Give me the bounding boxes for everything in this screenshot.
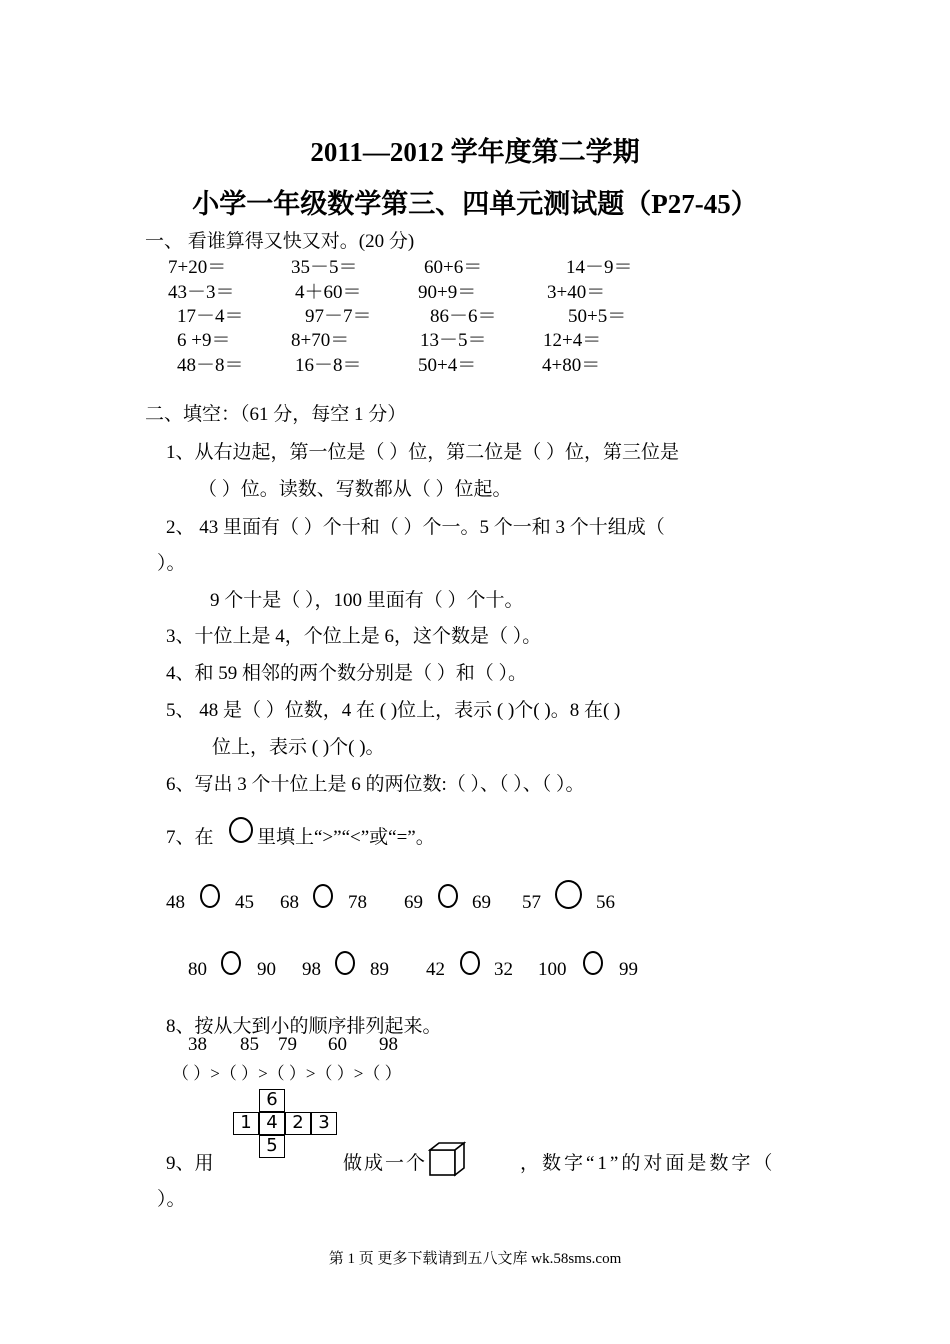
title-line-1: 2011—2012 学年度第二学期 xyxy=(310,137,640,167)
title-line-2: 小学一年级数学第三、四单元测试题（P27-45） xyxy=(192,189,758,219)
compare-right: 78 xyxy=(348,892,367,913)
order-number: 85 xyxy=(240,1034,259,1055)
problem: 17－4＝ xyxy=(177,306,244,327)
net-cell: 4 xyxy=(259,1112,285,1135)
net-cell: 5 xyxy=(259,1135,285,1158)
compare-right: 90 xyxy=(257,959,276,980)
compare-right: 69 xyxy=(472,892,491,913)
problem: 50+4＝ xyxy=(418,355,477,376)
question-5-line-2: 位上，表示 ( )个( )。 xyxy=(212,737,385,758)
compare-right: 45 xyxy=(235,892,254,913)
problem: 13－5＝ xyxy=(420,330,487,351)
compare-left: 42 xyxy=(426,959,445,980)
compare-circle[interactable] xyxy=(221,951,241,975)
compare-right: 99 xyxy=(619,959,638,980)
order-blanks: （ ）>（ ）>（ ）>（ ）>（ ） xyxy=(172,1064,402,1083)
problem: 14－9＝ xyxy=(566,257,633,278)
question-4: 4、和 59 相邻的两个数分别是（ ）和（ ）。 xyxy=(166,663,528,684)
net-cell: 2 xyxy=(285,1112,311,1135)
problem: 97－7＝ xyxy=(305,306,372,327)
problem: 43－3＝ xyxy=(168,282,235,303)
cube-icon xyxy=(428,1141,466,1177)
compare-right: 56 xyxy=(596,892,615,913)
compare-left: 80 xyxy=(188,959,207,980)
problem: 48－8＝ xyxy=(177,355,244,376)
problem: 60+6＝ xyxy=(424,257,483,278)
problem: 4＋60＝ xyxy=(295,282,362,303)
order-number: 60 xyxy=(328,1034,347,1055)
compare-right: 32 xyxy=(494,959,513,980)
compare-circle[interactable] xyxy=(200,884,220,908)
compare-right: 89 xyxy=(370,959,389,980)
net-cell: 3 xyxy=(311,1112,337,1135)
compare-circle[interactable] xyxy=(583,951,603,975)
question-9-mid: 做成一个 xyxy=(343,1153,428,1174)
section-1-heading: 一、 看谁算得又快又对。(20 分) xyxy=(145,231,415,252)
order-number: 98 xyxy=(379,1034,398,1055)
problem: 86－6＝ xyxy=(430,306,497,327)
question-9-prefix: 9、用 xyxy=(166,1153,214,1174)
section-2-heading: 二、填空：（61 分，每空 1 分） xyxy=(145,404,407,425)
problem: 4+80＝ xyxy=(542,355,601,376)
question-6: 6、写出 3 个十位上是 6 的两位数:（ ）、（ ）、（ ）。 xyxy=(166,774,585,795)
question-2-line-2: ）。 xyxy=(157,553,186,574)
compare-left: 48 xyxy=(166,892,185,913)
question-2-line-3: 9 个十是（ ），100 里面有（ ）个十。 xyxy=(210,590,524,611)
problem: 7+20＝ xyxy=(168,257,227,278)
problem: 8+70＝ xyxy=(291,330,350,351)
question-9-end: ）。 xyxy=(157,1189,186,1210)
question-2-line-1: 2、 43 里面有（ ）个十和（ ）个一。5 个一和 3 个十组成（ xyxy=(166,517,665,538)
compare-circle[interactable] xyxy=(313,884,333,908)
problem: 35－5＝ xyxy=(291,257,358,278)
problem: 6 +9＝ xyxy=(177,330,231,351)
compare-left: 100 xyxy=(538,959,567,980)
compare-left: 69 xyxy=(404,892,423,913)
compare-circle[interactable] xyxy=(555,880,582,909)
net-cell: 6 xyxy=(259,1089,285,1112)
problem: 16－8＝ xyxy=(295,355,362,376)
circle-icon xyxy=(229,817,253,843)
compare-left: 98 xyxy=(302,959,321,980)
problem: 3+40＝ xyxy=(547,282,606,303)
order-number: 79 xyxy=(278,1034,297,1055)
compare-circle[interactable] xyxy=(460,951,480,975)
problem: 50+5＝ xyxy=(568,306,627,327)
question-7-prefix: 7、在 xyxy=(166,827,214,848)
compare-left: 57 xyxy=(522,892,541,913)
question-5-line-1: 5、 48 是（ ）位数，4 在 ( )位上，表示 ( )个( )。8 在( ) xyxy=(166,700,621,721)
compare-circle[interactable] xyxy=(438,884,458,908)
question-3: 3、十位上是 4，个位上是 6，这个数是（ ）。 xyxy=(166,626,542,647)
problem: 90+9＝ xyxy=(418,282,477,303)
compare-circle[interactable] xyxy=(335,951,355,975)
question-9-suffix: ，数字“1”的对面是数字（ xyxy=(520,1153,776,1174)
net-cell: 1 xyxy=(233,1112,259,1135)
problem: 12+4＝ xyxy=(543,330,602,351)
compare-left: 68 xyxy=(280,892,299,913)
question-8: 8、按从大到小的顺序排列起来。 xyxy=(166,1016,442,1037)
order-number: 38 xyxy=(188,1034,207,1055)
question-7-suffix: 里填上“>”“<”或“=”。 xyxy=(257,827,435,848)
question-1-line-1: 1、从右边起，第一位是（ ）位，第二位是（ ）位，第三位是 xyxy=(166,442,680,463)
page-footer: 第 1 页 更多下载请到五八文库 wk.58sms.com xyxy=(328,1251,622,1267)
question-1-line-2: （ ）位。读数、写数都从（ ）位起。 xyxy=(198,479,512,500)
